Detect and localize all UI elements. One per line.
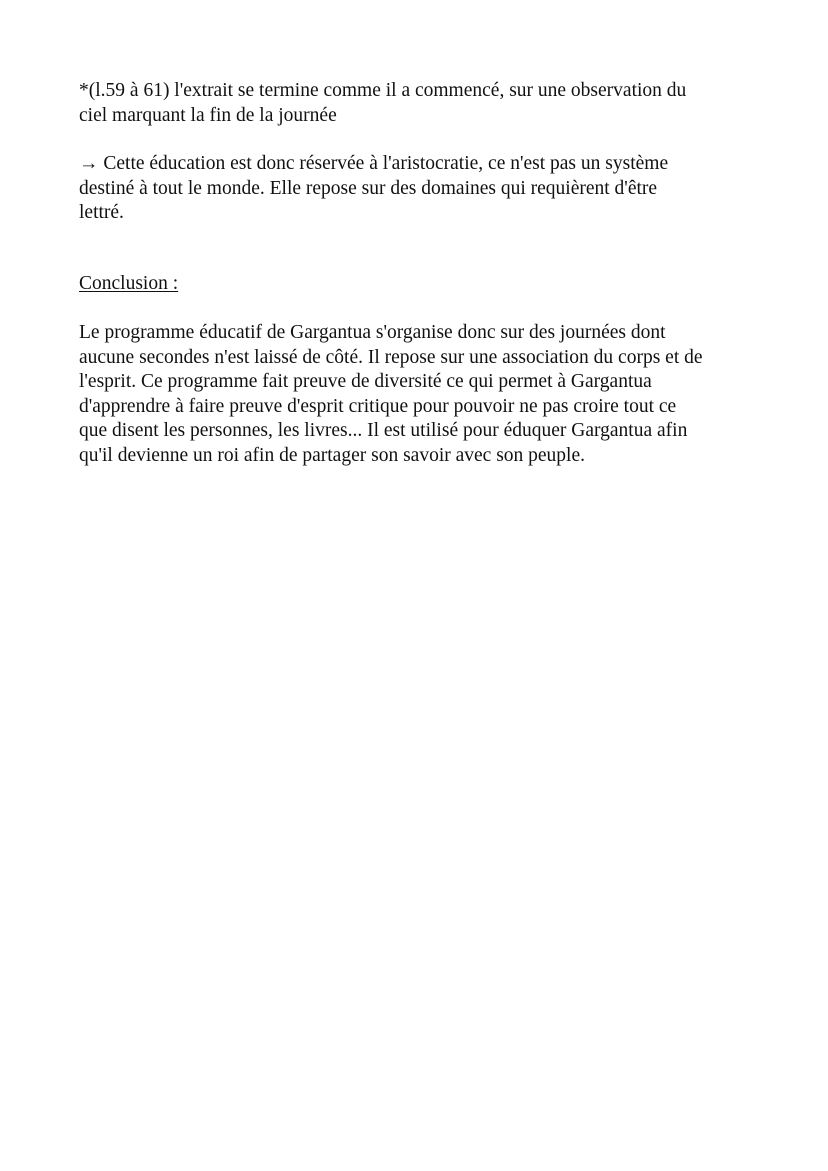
- text-line: ciel marquant la fin de la journée: [79, 104, 337, 126]
- conclusion-paragraph: [79, 321, 759, 468]
- conclusion-section: [79, 272, 759, 297]
- text-line: Le programme éducatif de Gargantua s'organise donc sur des journées dont: [79, 322, 666, 343]
- text-line: *(l.59 à 61) l'extrait se termine comme il a commencé, sur une observation du: [79, 80, 687, 101]
- text-line: destiné à tout le monde. Elle repose sur des domaines qui requièrent d'être: [79, 177, 658, 199]
- text-line: → Cette éducation est donc réservée à l'aristocratie, ce n'est pas un système: [79, 153, 669, 174]
- text-line: l'esprit. Ce programme fait preuve de diversité ce qui permet à Gargantua: [79, 371, 652, 392]
- conclusion-heading: Conclusion :: [79, 273, 179, 294]
- text-line: aucune secondes n'est laissé de côté. Il repose sur une association du corps et de: [79, 346, 703, 368]
- text-line: qu'il devienne un roi afin de partager son savoir avec son peuple.: [79, 444, 586, 466]
- text-line: d'apprendre à faire preuve d'esprit critique pour pouvoir ne pas croire tout ce: [79, 395, 677, 417]
- paragraph-observation: [79, 79, 759, 128]
- paragraph-education: [79, 152, 759, 226]
- text-line: que disent les personnes, les livres... Il est utilisé pour éduquer Gargantua afin: [79, 420, 688, 441]
- text-line: lettré.: [79, 202, 124, 223]
